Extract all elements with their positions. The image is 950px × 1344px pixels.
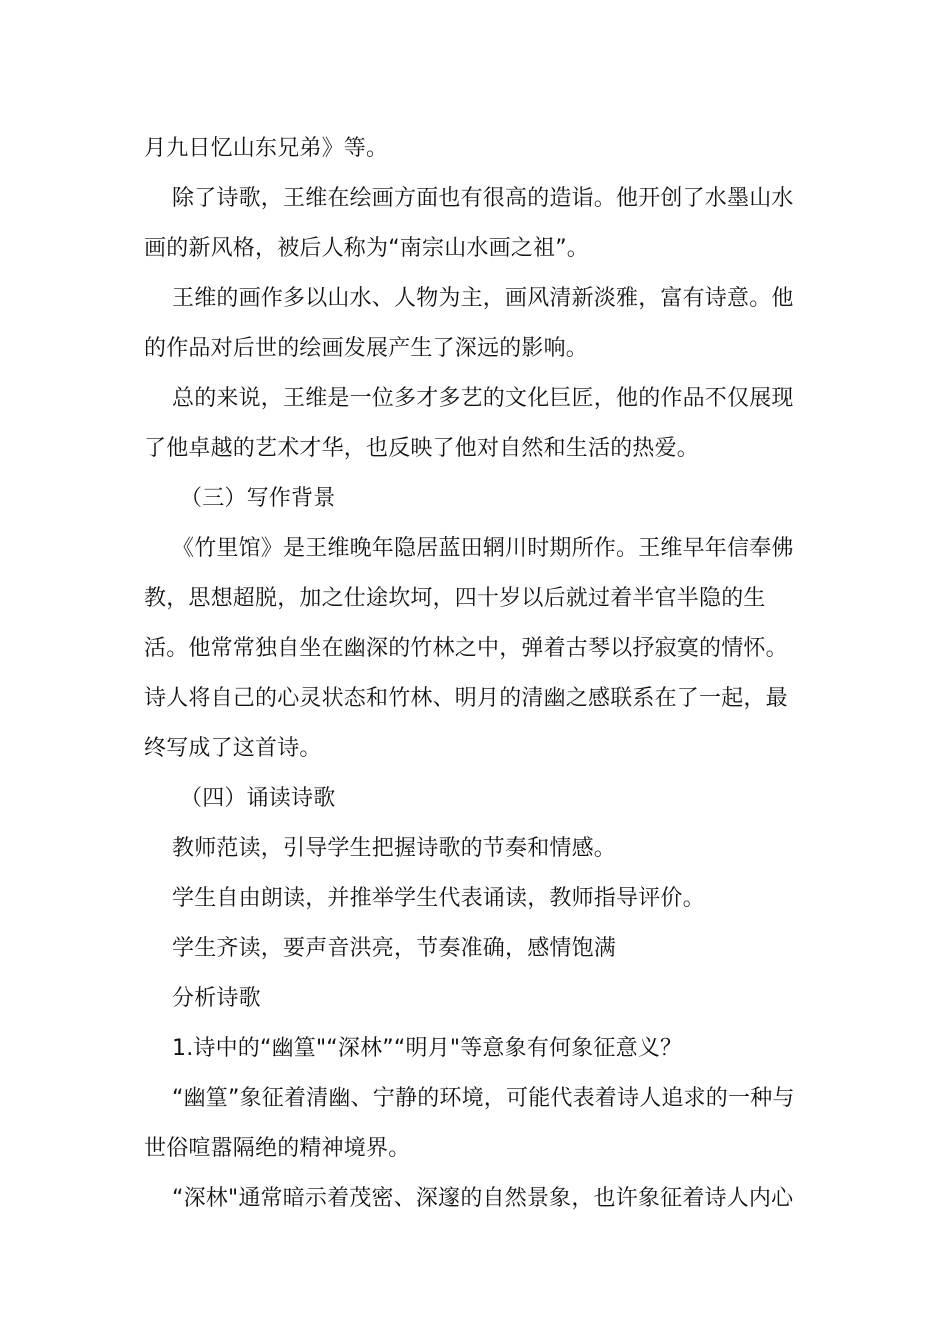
paragraph-line: 教师范读，引导学生把握诗歌的节奏和情感。 [172,836,617,861]
paragraph-line: 世俗喧嚣隔绝的精神境界。 [144,1136,411,1161]
paragraph-line: 了他卓越的艺术才华，也反映了他对自然和生活的热爱。 [144,436,700,461]
section-heading: （四）诵读诗歌 [180,786,336,811]
paragraph-line: 学生齐读，要声音洪亮，节奏准确，感情饱满 [172,936,617,961]
paragraph-line: 终写成了这首诗。 [144,736,322,761]
paragraph-line: 月九日忆山东兄弟》等。 [144,136,389,161]
paragraph-line: 除了诗歌，王维在绘画方面也有很高的造诣。他开创了水墨山水 [172,186,794,211]
paragraph-line: 王维的画作多以山水、人物为主，画风清新淡雅，富有诗意。他 [172,286,794,311]
paragraph-line: “幽篁”象征着清幽、宁静的环境，可能代表着诗人追求的一种与 [172,1086,795,1111]
paragraph-line: 学生自由朗读，并推举学生代表诵读，教师指导评价。 [172,886,705,911]
question-line: 1.诗中的“幽篁"“深林”“明月"等意象有何象征意义？ [172,1036,683,1061]
subsection-heading: 分析诗歌 [172,986,261,1011]
paragraph-line: 画的新风格，被后人称为“南宗山水画之祖”。 [144,236,589,261]
paragraph-line: “深林"通常暗示着茂密、深邃的自然景象，也许象征着诗人内心 [172,1186,794,1211]
paragraph-line: 诗人将自己的心灵状态和竹林、明月的清幽之感联系在了一起，最 [144,686,788,711]
paragraph-line: 教，思想超脱，加之仕途坎坷，四十岁以后就过着半官半隐的生 [144,586,766,611]
paragraph-line: 《竹里馆》是王维晚年隐居蓝田辋川时期所作。王维早年信奉佛 [172,536,794,561]
paragraph-line: 总的来说，王维是一位多才多艺的文化巨匠，他的作品不仅展现 [172,386,794,411]
paragraph-line: 活。他常常独自坐在幽深的竹林之中，弹着古琴以抒寂寞的情怀。 [144,636,788,661]
section-heading: （三）写作背景 [180,486,336,511]
paragraph-line: 的作品对后世的绘画发展产生了深远的影响。 [144,336,589,361]
